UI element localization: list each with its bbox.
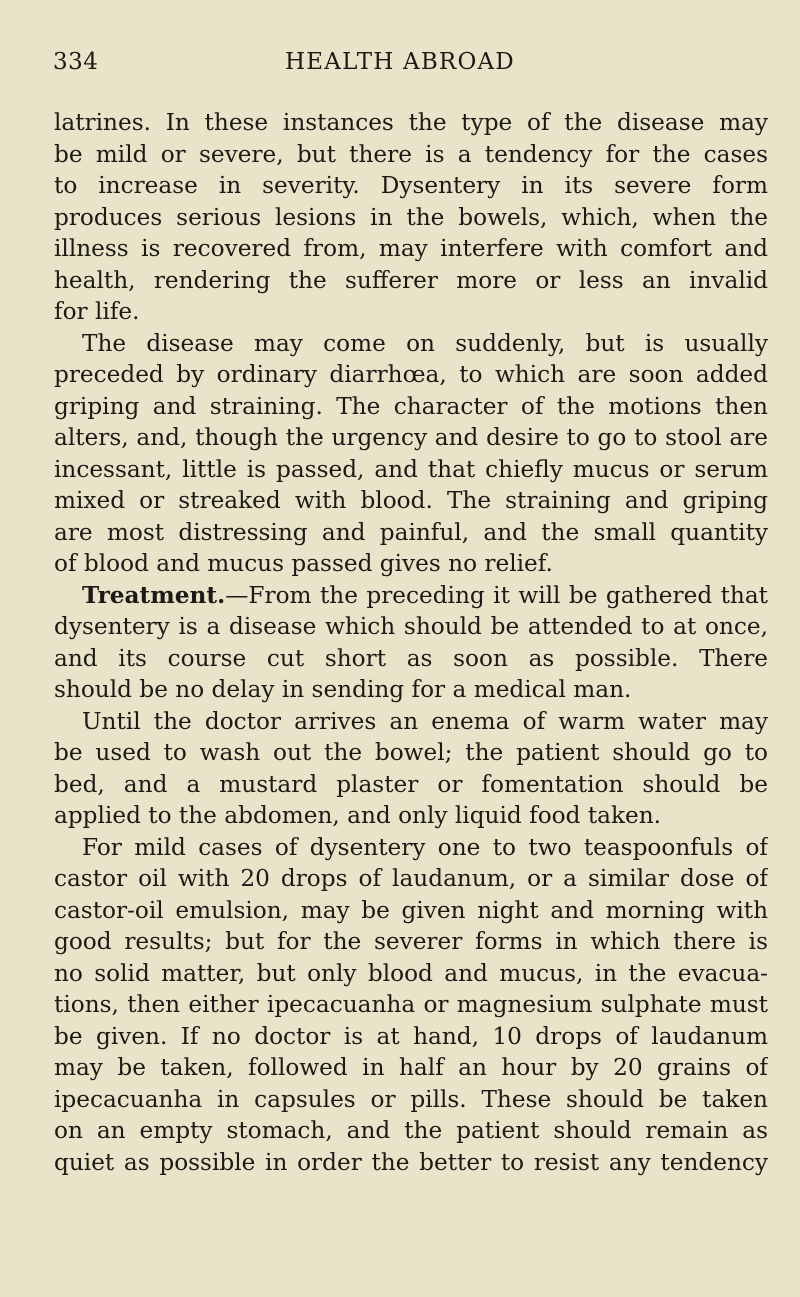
text-line: Until the doctor arrives an enema of warm water may xyxy=(82,707,768,735)
text-line: quiet as possible in order the better to resist any tendency xyxy=(54,1148,768,1176)
text-line: castor-oil emulsion, may be given night and morning with xyxy=(54,896,768,924)
text-line: tions, then either ipecacuanha or magnesium sulphate must xyxy=(54,991,768,1018)
text-line: for life. xyxy=(54,298,140,325)
running-title: HEALTH ABROAD xyxy=(285,49,515,75)
page-number: 334 xyxy=(53,49,99,75)
text-line: be given. If no doctor is at hand, 10 drops of laudanum xyxy=(54,1022,768,1050)
text-line: alters, and, though the urgency and desire to go to stool are xyxy=(54,424,768,451)
text-line: preceded by ordinary diarrhœa, to which are soon added xyxy=(54,361,768,388)
text-line: to increase in severity. Dysentery in its severe form xyxy=(54,172,768,199)
text-line: on an empty stomach, and the patient should remain as xyxy=(54,1117,768,1144)
text-line: The disease may come on suddenly, but is usually xyxy=(82,329,768,357)
text-line: illness is recovered from, may interfere with comfort and xyxy=(54,235,768,262)
text-line: applied to the abdomen, and only liquid food taken. xyxy=(54,802,662,829)
text-line: griping and straining. The character of the motions then xyxy=(54,392,768,420)
text-line: no solid matter, but only blood and mucus, in the evacua- xyxy=(54,959,768,987)
text-line: dysentery is a disease which should be attended to at once, xyxy=(54,613,768,640)
text-line: incessant, little is passed, and that chiefly mucus or serum xyxy=(54,455,768,483)
text-line: are most distressing and painful, and the small quantity xyxy=(54,518,768,546)
text-line: be mild or severe, but there is a tendency for the cases xyxy=(54,140,768,168)
text-line: may be taken, followed in half an hour by 20 grains of xyxy=(54,1054,768,1081)
treatment-heading: Treatment. xyxy=(82,581,226,609)
text-line: be used to wash out the bowel; the patient should go to xyxy=(54,739,768,766)
text-line: latrines. In these instances the type of the disease may xyxy=(54,109,768,136)
text-line: of blood and mucus passed gives no relief. xyxy=(54,550,553,577)
treatment-text: —From the preceding it will be gathered that xyxy=(225,581,768,609)
text-line: castor oil with 20 drops of laudanum, or a similar dose of xyxy=(54,865,768,892)
text-line: For mild cases of dysentery one to two teaspoonfuls of xyxy=(82,833,768,861)
text-line: and its course cut short as soon as possible. There xyxy=(54,644,768,672)
text-line: mixed or streaked with blood. The straining and griping xyxy=(54,487,768,514)
running-head xyxy=(0,44,800,80)
treatment-line xyxy=(54,580,768,612)
text-line: health, rendering the sufferer more or less an invalid xyxy=(54,266,768,294)
text-line: good results; but for the severer forms in which there is xyxy=(54,928,768,955)
text-line: should be no delay in sending for a medical man. xyxy=(54,676,632,703)
text-line: bed, and a mustard plaster or fomentation should be xyxy=(54,770,768,798)
text-line: ipecacuanha in capsules or pills. These should be taken xyxy=(54,1085,768,1113)
body-text xyxy=(54,107,768,1178)
text-line: produces serious lesions in the bowels, which, when the xyxy=(54,203,768,231)
